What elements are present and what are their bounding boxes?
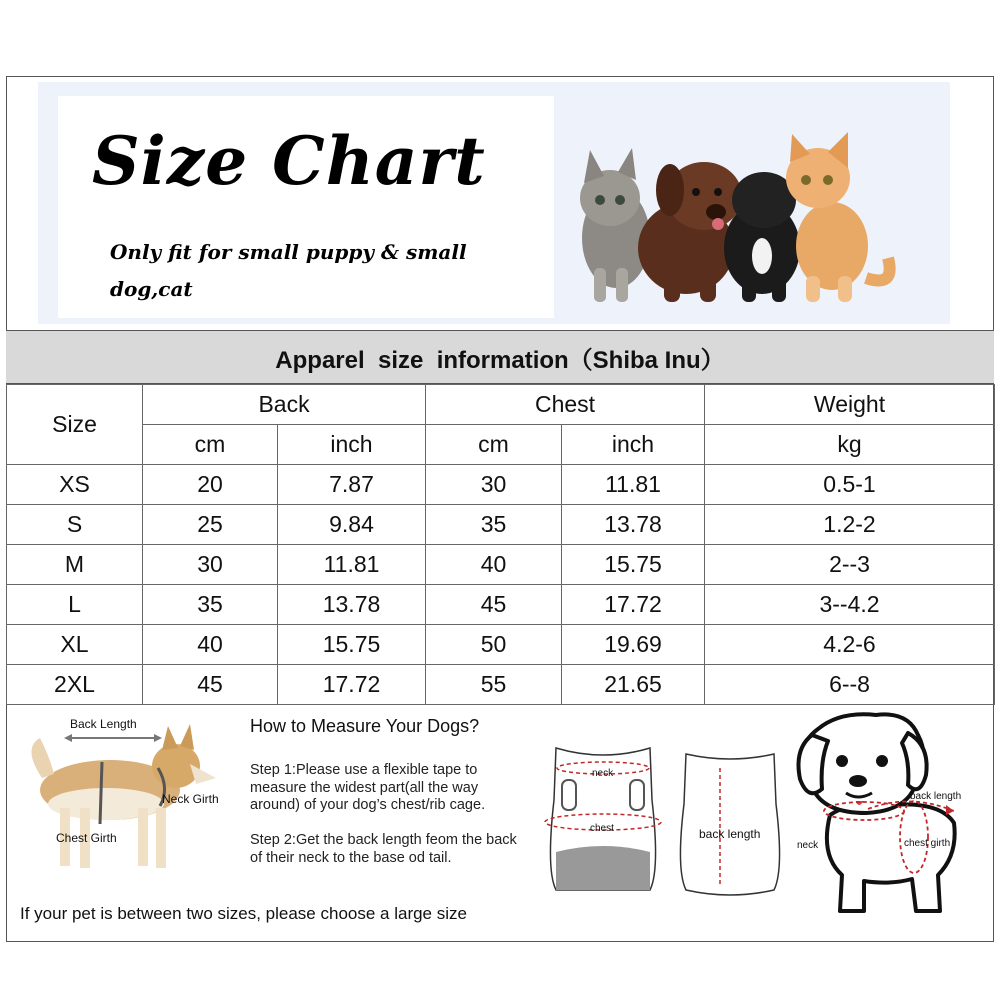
table-cell: 21.65 xyxy=(562,665,705,705)
black-puppy-image xyxy=(724,172,800,302)
table-cell: 7.87 xyxy=(278,465,426,505)
table-cell: 20 xyxy=(143,465,278,505)
table-cell: 25 xyxy=(143,505,278,545)
grey-kitten-image xyxy=(580,148,650,302)
table-cell: 4.2-6 xyxy=(705,625,995,665)
weight-column-header: Weight xyxy=(705,385,995,425)
table-row xyxy=(7,545,995,585)
table-cell: 15.75 xyxy=(562,545,705,585)
table-cell: 11.81 xyxy=(562,465,705,505)
vest-back-diagram xyxy=(676,744,784,900)
table-cell: 17.72 xyxy=(562,585,705,625)
table-cell: 1.2-2 xyxy=(705,505,995,545)
size-cell: 2XL xyxy=(7,665,143,705)
table-cell: 35 xyxy=(143,585,278,625)
unit-header-row xyxy=(7,425,995,465)
table-cell: 30 xyxy=(426,465,562,505)
table-row xyxy=(7,625,995,665)
table-cell: 2--3 xyxy=(705,545,995,585)
table-cell: 45 xyxy=(426,585,562,625)
size-cell: S xyxy=(7,505,143,545)
group-header-row xyxy=(7,385,995,425)
size-table xyxy=(6,384,995,705)
back-length-arrow xyxy=(64,734,162,742)
table-cell: 6--8 xyxy=(705,665,995,705)
vest-back-length-label: back length xyxy=(699,827,761,841)
orange-kitten-image xyxy=(786,132,890,302)
cartoon-dog-diagram xyxy=(790,705,990,927)
table-row xyxy=(7,465,995,505)
table-row xyxy=(7,585,995,625)
measure-step-1: Step 1:Please use a flexible tape to measure the widest part(all the way around) of your dog’s chest/rib cage. xyxy=(250,762,486,813)
table-cell: 30 xyxy=(143,545,278,585)
chest-column-header: Chest xyxy=(426,385,705,425)
unit-header: inch xyxy=(278,425,426,465)
table-cell: 50 xyxy=(426,625,562,665)
table-cell: 17.72 xyxy=(278,665,426,705)
table-cell: 9.84 xyxy=(278,505,426,545)
size-column-header: Size xyxy=(7,385,143,465)
vest-chest-label: chest xyxy=(590,823,614,834)
cartoon-chest-girth-label: chest girth xyxy=(904,838,951,849)
table-cell: 0.5-1 xyxy=(705,465,995,505)
vest-neck-label: neck xyxy=(592,768,614,779)
size-advice-note: If your pet is between two sizes, please choose a large size xyxy=(20,904,467,923)
vest-front-diagram xyxy=(540,740,666,900)
size-cell: L xyxy=(7,585,143,625)
table-cell: 35 xyxy=(426,505,562,545)
page-title: Size Chart xyxy=(92,122,486,200)
table-row xyxy=(7,505,995,545)
unit-header: cm xyxy=(143,425,278,465)
table-cell: 13.78 xyxy=(562,505,705,545)
back-column-header: Back xyxy=(143,385,426,425)
unit-header: inch xyxy=(562,425,705,465)
table-cell: 55 xyxy=(426,665,562,705)
table-cell: 40 xyxy=(426,545,562,585)
table-cell: 15.75 xyxy=(278,625,426,665)
measure-step-2: Step 2:Get the back length feom the back of their neck to the base od tail. xyxy=(250,832,517,866)
table-cell: 45 xyxy=(143,665,278,705)
back-length-label: Back Length xyxy=(70,717,137,731)
unit-header: kg xyxy=(705,425,995,465)
measure-title: How to Measure Your Dogs? xyxy=(250,716,480,736)
size-cell: M xyxy=(7,545,143,585)
page-subtitle: Only fit for small puppy & small dog,cat xyxy=(110,240,467,301)
size-cell: XS xyxy=(7,465,143,505)
cartoon-back-length-label: back length xyxy=(910,791,962,802)
table-cell: 19.69 xyxy=(562,625,705,665)
pets-photo xyxy=(566,128,902,306)
unit-header: cm xyxy=(426,425,562,465)
table-row xyxy=(7,665,995,705)
neck-girth-label: Neck Girth xyxy=(162,792,219,806)
table-cell: 3--4.2 xyxy=(705,585,995,625)
cartoon-neck-label: neck xyxy=(797,840,819,851)
table-cell: 11.81 xyxy=(278,545,426,585)
table-cell: 13.78 xyxy=(278,585,426,625)
table-cell: 40 xyxy=(143,625,278,665)
table-title: Apparel size information（Shiba Inu） xyxy=(6,330,994,384)
chest-girth-label: Chest Girth xyxy=(56,831,117,845)
size-cell: XL xyxy=(7,625,143,665)
